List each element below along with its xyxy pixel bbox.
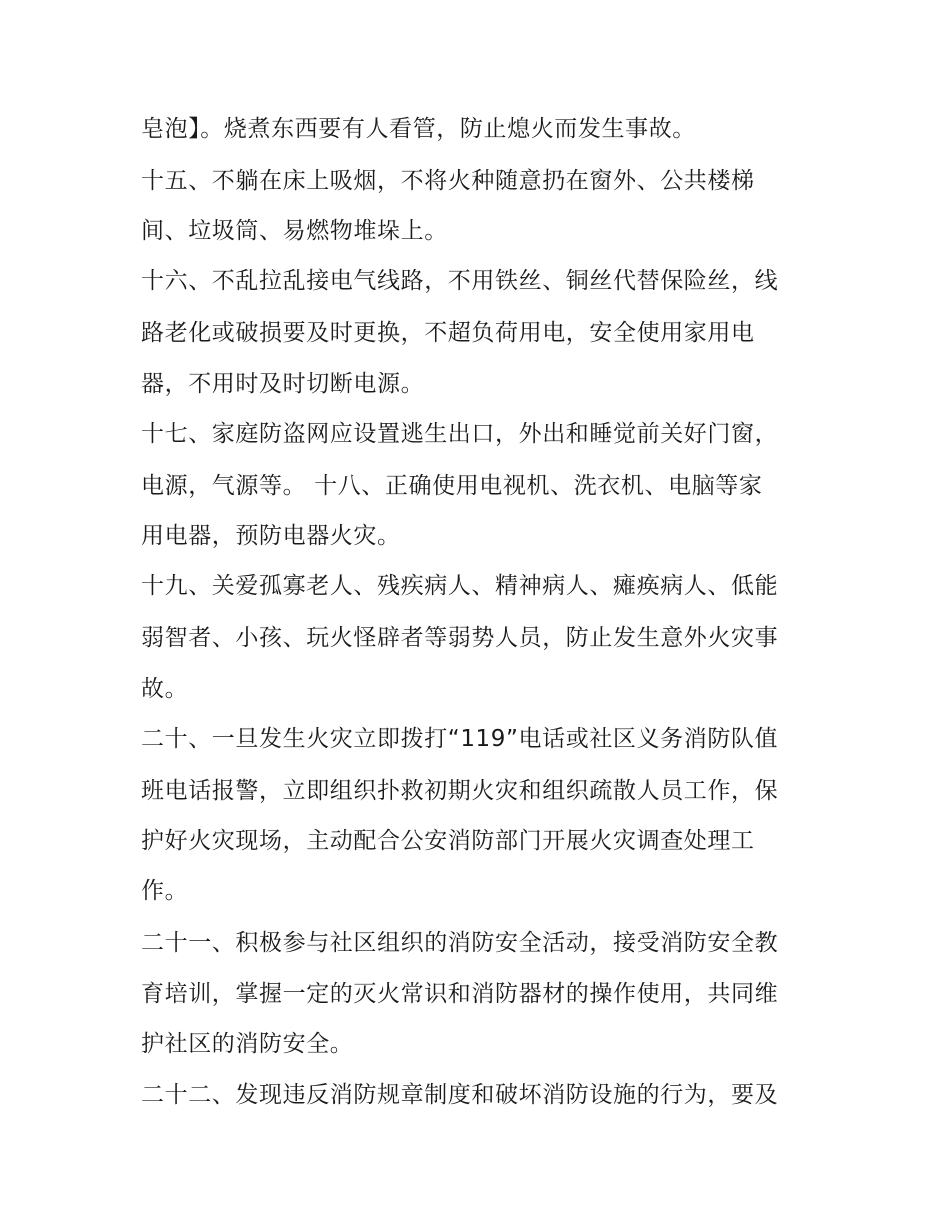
- text-line: 皂泡】。烧煮东西要有人看管，防止熄火而发生事故。: [141, 116, 696, 142]
- text-line: 器，不用时及时切断电源。: [141, 371, 425, 397]
- text-line: 用电器，预防电器火灾。: [141, 523, 401, 549]
- text-line: 育培训，掌握一定的灭火常识和消防器材的操作使用，共同维: [141, 981, 779, 1007]
- text-line: 十七、家庭防盗网应设置逃生出口，外出和睡觉前关好门窗，: [141, 421, 779, 447]
- text-line: 十六、不乱拉乱接电气线路，不用铁丝、铜丝代替保险丝，线: [141, 268, 779, 294]
- text-line: 十五、不躺在床上吸烟，不将火种随意扔在窗外、公共楼梯: [141, 168, 755, 194]
- text-line: 班电话报警，立即组织扑救初期火灾和组织疏散人员工作，保: [141, 778, 779, 804]
- text-line: 二十二、发现违反消防规章制度和破坏消防设施的行为，要及: [141, 1082, 779, 1108]
- text-line: 电源，气源等。 十八、正确使用电视机、洗衣机、电脑等家: [141, 473, 763, 499]
- text-line: 故。: [141, 676, 189, 702]
- text-line: 护好火灾现场，主动配合公安消防部门开展火灾调查处理工: [141, 828, 755, 854]
- text-line: 二十、一旦发生火灾立即拨打“119”电话或社区义务消防队值: [141, 726, 779, 752]
- text-line: 二十一、积极参与社区组织的消防安全活动，接受消防安全教: [141, 930, 779, 956]
- text-line: 路老化或破损要及时更换，不超负荷用电，安全使用家用电: [141, 320, 755, 346]
- text-line: 十九、关爱孤寡老人、残疾病人、精神病人、瘫痪病人、低能: [141, 573, 779, 599]
- text-line: 弱智者、小孩、玩火怪辟者等弱势人员，防止发生意外火灾事: [141, 625, 779, 651]
- text-line: 护社区的消防安全。: [141, 1031, 354, 1057]
- text-line: 作。: [141, 878, 189, 904]
- text-line: 间、垃圾筒、易燃物堆垛上。: [141, 218, 448, 244]
